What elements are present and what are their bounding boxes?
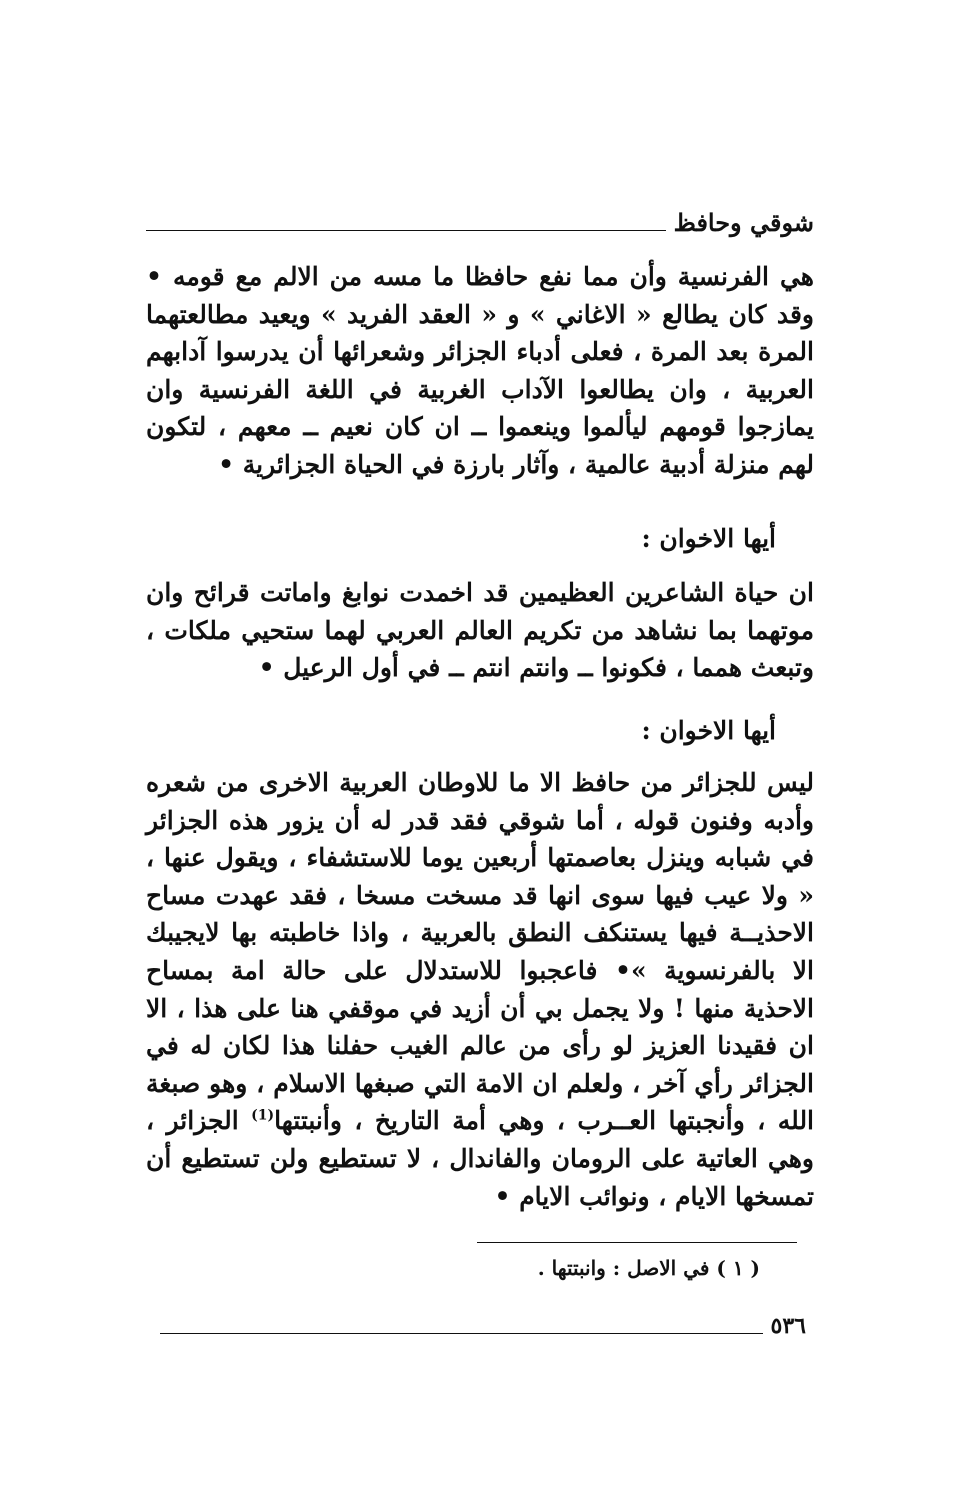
address-1 (146, 520, 814, 558)
header-rule (146, 230, 666, 231)
footnote-rule (477, 1242, 797, 1243)
footer-rule (160, 1333, 763, 1334)
running-head: شوقي وحافظ (673, 208, 814, 237)
paragraph-3-text (146, 764, 814, 1215)
footnote-marker: (1) (251, 1108, 275, 1125)
address-1-text: أيها الاخوان : (641, 524, 776, 553)
paragraph-2 (146, 574, 814, 687)
page-footer (160, 1306, 806, 1340)
paragraph-3-part-2: الجزائر ، وهي العاتية على الرومان والفاندال ، لا تستطيع ولن تستطيع أن تمسخها الايام ، ونوائب الايام • (146, 1106, 814, 1211)
paragraph-3 (146, 764, 814, 1215)
address-2 (146, 712, 814, 750)
address-2-text: أيها الاخوان : (641, 716, 776, 745)
footnote: ( ١ ) في الاصل : وانبتتها . (537, 1256, 760, 1280)
paragraph-1-text: هي الفرنسية وأن مما نفع حافظا ما مسه من الالم مع قومه • وقد كان يطالع « الاغاني » و « العقد الفريد » ويعيد مطالعتهما المرة بعد المرة ، فعلى أدباء الجزائر وشعرائها أن يدرسوا آدابهم العربية ، وان يطالعوا الآداب الغربية في اللغة الفرنسية وان يمازجوا قومهم ليألموا وينعموا ــ ان كان نعيم ــ معهم ، لتكون لهم منزلة أدبية عالمية ، وآثار بارزة في الحياة الجزائرية • (146, 262, 814, 479)
page-number: ٥٣٦ (770, 1313, 806, 1339)
paragraph-2-text: ان حياة الشاعرين العظيمين قد اخمدت نوابغ واماتت قرائح وان موتهما بما نشاهد من تكريم العالم العربي لهما ستحيي ملكات ، وتبعث همما ، فكونوا ــ وانتم انتم ــ في أول الرعيل • (146, 578, 814, 683)
paragraph-1 (146, 258, 814, 484)
page-header (146, 198, 814, 238)
paragraph-3-part-1: ليس للجزائر من حافظ الا ما للاوطان العربية الاخرى من شعره وأدبه وفنون قوله ، أما شوقي فقد قدر له أن يزور هذه الجزائر في شبابه وينزل بعاصمتها أربعين يوما للاستشفاء ، ويقول عنها ، « ولا عيب فيها سوى انها قد مسخت مسخا ، فقد عهدت مساح الاحذيــة فيها يستنكف النطق بالعربية ، واذا خاطبته بها لايجيبك الا بالفرنسوية »• فاعجبوا للاستدلال على حالة امة بمساح الاحذية منها ! ولا يجمل بي أن أزيد في موقفي هنا على هذا ، الا ان فقيدنا العزيز لو رأى من عالم الغيب حفلنا هذا لكان له في الجزائر رأي آخر ، ولعلم ان الامة التي صبغها الاسلام ، وهو صبغة الله ، وأنجبتها العــرب ، وهي أمة التاريخ ، وأنبتتها (146, 768, 815, 1136)
